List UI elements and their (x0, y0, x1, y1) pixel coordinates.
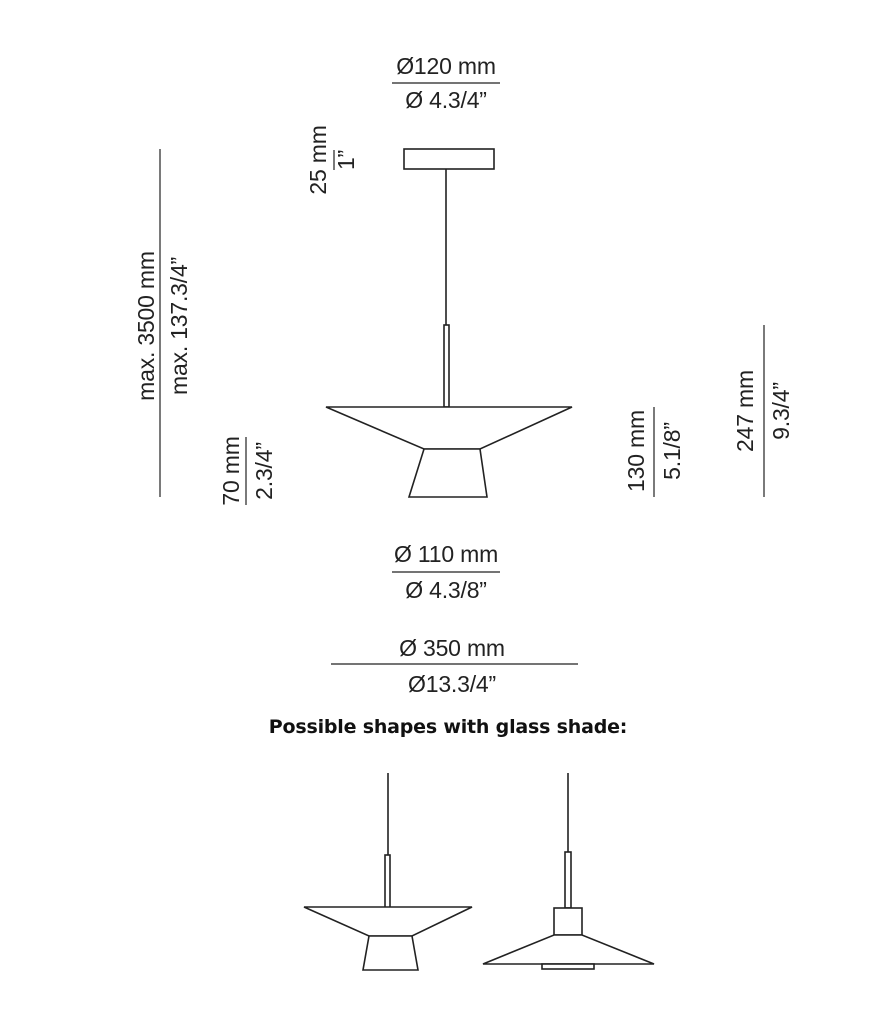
canopy-height-metric: 25 mm (305, 125, 331, 195)
max-length-metric: max. 3500 mm (133, 251, 159, 401)
variant-b-stem (565, 852, 571, 908)
total-height-metric: 247 mm (732, 370, 758, 452)
variant-a-shade (304, 907, 472, 936)
ceiling-canopy (404, 149, 494, 169)
base-diameter-dimension (392, 541, 500, 603)
canopy-height-dimension (305, 125, 359, 194)
canopy-diameter-imperial: Ø 4.3/4” (405, 87, 487, 113)
total-height-dimension (732, 325, 794, 497)
canopy-diameter-dimension (392, 53, 500, 113)
variant-flat-shade (483, 773, 654, 969)
shade-height-metric: 130 mm (623, 410, 649, 492)
stem-tube (444, 325, 449, 407)
variant-b-diffuser (542, 964, 594, 969)
upper-shade (326, 407, 572, 449)
shade-diameter-metric: Ø 350 mm (399, 635, 505, 661)
base-height-dimension (218, 436, 277, 505)
shade-diameter-imperial: Ø13.3/4” (408, 671, 496, 697)
base-height-imperial: 2.3/4” (251, 442, 277, 500)
shade-height-imperial: 5.1/8” (659, 422, 685, 480)
canopy-height-imperial: 1” (333, 149, 359, 171)
max-length-imperial: max. 137.3/4” (166, 256, 192, 396)
base-diameter-metric: Ø 110 mm (393, 541, 499, 567)
base-height-metric: 70 mm (218, 436, 244, 506)
shapes-heading: Possible shapes with glass shade: (268, 716, 628, 738)
base-diameter-imperial: Ø 4.3/8” (405, 577, 487, 603)
main-lamp (326, 149, 572, 497)
variant-a-base (363, 936, 418, 970)
variant-b-head (554, 908, 582, 935)
max-length-dimension (133, 149, 192, 497)
shade-height-dimension (623, 407, 685, 497)
lower-base (409, 449, 487, 497)
canopy-diameter-metric: Ø120 mm (396, 53, 496, 79)
total-height-imperial: 9.3/4” (768, 382, 794, 440)
variant-b-shade (483, 935, 654, 964)
shade-diameter-dimension (331, 635, 578, 697)
variant-a-stem (385, 855, 390, 908)
variant-cone-shade (304, 773, 472, 970)
